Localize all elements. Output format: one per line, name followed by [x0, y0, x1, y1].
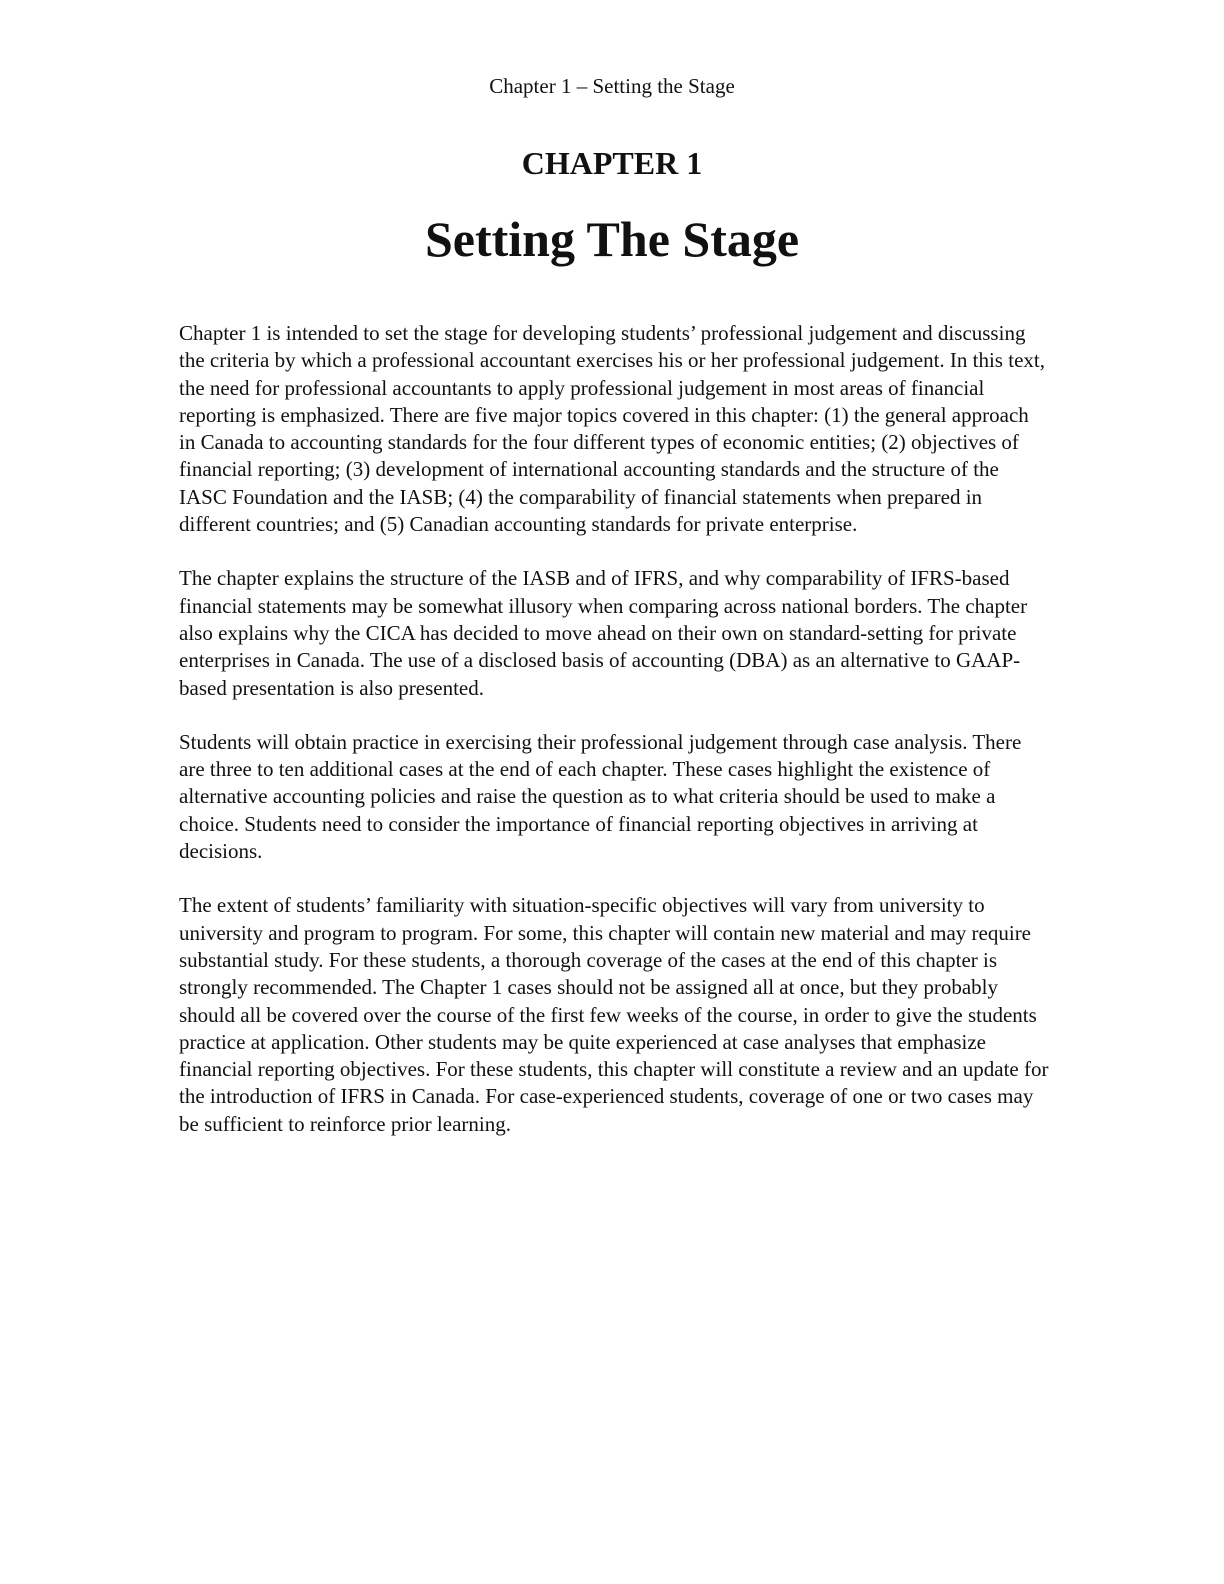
- running-header: Chapter 1 – Setting the Stage: [489, 74, 735, 98]
- paragraph-intro: Chapter 1 is intended to set the stage for developing students’ professional judgement and discussing the criteria by which a professional accountant exercises his or her professional judgement. In this text, the need for professional accountants to apply professional judgement in most areas of financial reporting is emphasized. There are five major topics covered in this chapter: (1) the general approach in Canada to accounting standards for the four different types of economic entities; (2) objectives of financial reporting; (3) development of international accounting standards and the structure of the IASC Foundation and the IASB; (4) the comparability of financial statements when prepared in different countries; and (5) Canadian accounting standards for private enterprise.: [179, 321, 1045, 537]
- chapter-label: CHAPTER 1: [521, 145, 703, 181]
- paragraph-structure: The chapter explains the structure of the IASB and of IFRS, and why comparability of IFRS-based financial statements may be somewhat illusory when comparing across national borders. The chapter also explains why the CICA has decided to move ahead on their own on standard-setting for private enterprises in Canada. The use of a disclosed basis of accounting (DBA) as an alternative to GAAP-based presentation is also presented.: [179, 566, 1028, 700]
- chapter-title: Setting The Stage: [424, 211, 800, 267]
- paragraph-familiarity: The extent of students’ familiarity with situation-specific objectives will vary from university to university and program to program. For some, this chapter will contain new material and may require substantial study. For these students, a thorough coverage of the cases at the end of this chapter is strongly recommended. The Chapter 1 cases should not be assigned all at once, but they probably should all be covered over the course of the first few weeks of the course, in order to give the students practice at application. Other students may be quite experienced at case analyses that emphasize financial reporting objectives. For these students, this chapter will constitute a review and an update for the introduction of IFRS in Canada. For case-experienced students, coverage of one or two cases may be sufficient to reinforce prior learning.: [179, 893, 1049, 1136]
- body-text: [179, 320, 1049, 1165]
- paragraph-case-practice: Students will obtain practice in exercising their professional judgement through case analysis. There are three to ten additional cases at the end of each chapter. These cases highlight the existence of alternative accounting policies and raise the question as to what criteria should be used to make a choice. Students need to consider the importance of financial reporting objectives in arriving at decisions.: [179, 729, 1022, 864]
